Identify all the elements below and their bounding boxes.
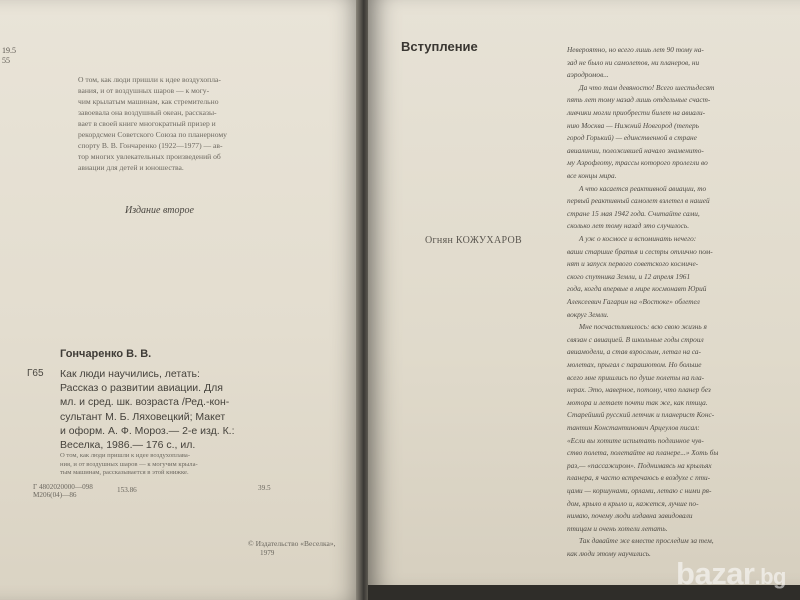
text-line: О том, как люди пришли к идее воздухоплава- <box>60 452 191 459</box>
text-line: Как люди научились, летать: <box>60 368 200 380</box>
text-line: Так давайте же вместе проследим за тем, <box>579 536 714 546</box>
margin-number: 19.5 <box>2 46 16 55</box>
text-line: Невероятно, но всего лишь лет 90 тому на- <box>567 45 704 54</box>
catalog-code: Г65 <box>27 368 44 379</box>
text-line: рекордсмен Советского Союза по планерному <box>78 130 227 139</box>
edition-text: Издание второе <box>125 205 194 216</box>
text-line: все концы мира. <box>567 171 617 180</box>
text-line: му Аэрофлоту, трассы которого пролегли во <box>567 158 708 168</box>
text-line: Веселка, 1986.— 176 с., ил. <box>60 439 196 451</box>
text-line: птицам и очень хотели летать. <box>567 523 668 533</box>
footer-code: 39.5 <box>258 484 271 492</box>
text-line: ливчики могли приобрести билет на авиали- <box>567 108 706 117</box>
text-line: зад не было ни самолетов, ни планеров, ни <box>567 57 700 67</box>
text-line: первый реактивный самолет взлетел в нашей <box>567 196 710 206</box>
text-line: нимаю, почему люди издавна завидовали <box>567 511 693 521</box>
text-line: цами — коршунами, орлами, летаю с ними ря- <box>567 486 712 495</box>
footer-code: М206(04)—86 <box>33 491 77 499</box>
text-line: нию Москва — Нижний Новгород (теперь <box>567 120 699 130</box>
text-line: нят и запуск первого советского космиче- <box>567 259 699 269</box>
publisher-line: © Издательство «Веселка», <box>248 539 336 548</box>
text-line: стране 15 мая 1942 года. Считайте сами, <box>567 208 700 218</box>
text-line: А уж о космосе и вспоминать нечего: <box>579 234 697 243</box>
text-line: мотора и летает почти так же, как птица. <box>567 397 708 407</box>
text-line: связан с авиацией. В школьные годы строил <box>567 334 704 344</box>
text-line: сколько лет тому назад это случилось. <box>567 221 690 231</box>
text-line: вания, и от воздушных шаров — к могу- <box>78 86 210 95</box>
text-line: сультант М. Б. Ляховецкий; Макет <box>60 410 226 423</box>
text-line: раз,— «пассажиром». Поднимаясь на крыльях <box>567 460 712 470</box>
text-line: пять лет тому назад лишь отдельные счаст- <box>567 95 711 105</box>
text-line: Алексеевич Гагарин на «Востоке» облетел <box>567 297 700 306</box>
text-line: завоевала она воздушный океан, рассказы- <box>78 108 217 117</box>
illustrator-credit: Огнян КОЖУХАРОВ <box>425 235 522 246</box>
text-line: тантин Константинович Арцеулов писал: <box>567 423 700 432</box>
text-line: ния, и от воздушных шаров — к могучим крыла- <box>60 460 198 468</box>
watermark-name: bazar <box>676 556 755 591</box>
text-line: ваши старшие братья и сестры отлично пом- <box>567 246 713 256</box>
text-line: Старейший русский летчик и планерист Конс- <box>567 410 715 420</box>
footer-code: 153.86 <box>117 486 137 494</box>
text-line: Рассказ о развитии авиации. Для <box>60 382 223 395</box>
text-line: авиамодели, а став взрослым, летал на са- <box>567 347 701 357</box>
text-line: года, когда впервые в мире космонавт Юрий <box>567 284 707 294</box>
author-name: Гончаренко В. В. <box>60 348 152 360</box>
text-line: молетах, прыгал с парашютом. Но больше <box>567 360 702 369</box>
text-line: тор многих увлекательных произведений об <box>78 152 221 161</box>
margin-number: 55 <box>2 56 10 65</box>
watermark-tld: .bg <box>754 564 786 589</box>
text-line: Мне посчастливилось: всю свою жизнь я <box>579 322 707 332</box>
footer-code: Г 4802020000—098 <box>33 483 93 491</box>
text-line: вокруг Земли. <box>567 309 609 319</box>
text-line: планера, я часто встречаюсь в воздухе с пти- <box>567 473 711 483</box>
text-line: нерах. Это, наверное, потому, что планер без <box>567 385 711 395</box>
text-line: авиации для детей и юношества. <box>78 163 184 172</box>
text-line: ского спутника Земли, и 12 апреля 1961 <box>567 271 691 281</box>
text-line: спорту В. В. Гончаренко (1922—1977) — ав- <box>78 141 223 150</box>
bazar-watermark-logo <box>676 556 786 592</box>
text-line: Да что там девяносто! Всего шестьдесят <box>579 82 715 92</box>
text-line: дом, крыло в крыло и, кажется, лучше по- <box>567 498 699 508</box>
text-line: тым машинам, рассказывается в этой книжке. <box>60 469 189 476</box>
publication-year: 1979 <box>260 549 275 557</box>
text-line: аэродромов... <box>567 70 609 80</box>
text-line: О том, как люди пришли к идее воздухопла- <box>78 75 221 84</box>
text-line: чим крылатым машинам, как стремительно <box>78 97 219 106</box>
text-line: авиалинии, положившей начало знаменито- <box>567 145 704 155</box>
text-line: ство полета, полетайте на планере...» Хоть бы <box>567 448 719 458</box>
chapter-heading: Вступление <box>401 39 478 54</box>
text-line: как люди этому научились. <box>567 549 651 558</box>
text-line: и оформ. А. Ф. Мороз.— 2-е изд. К.: <box>60 424 235 437</box>
text-line: мл. и сред. шк. возраста /Ред.-кон- <box>60 396 230 409</box>
text-line: А что касается реактивной авиации, то <box>579 183 707 193</box>
text-line: «Если вы хотите испытать подлинное чув- <box>567 435 704 445</box>
text-line: вает в своей книге многократный призер и <box>78 119 216 128</box>
text-line: город Горький) — единственной в стране <box>567 133 697 143</box>
text-line: всего мне пришлись по душе полеты на пла- <box>567 372 705 382</box>
